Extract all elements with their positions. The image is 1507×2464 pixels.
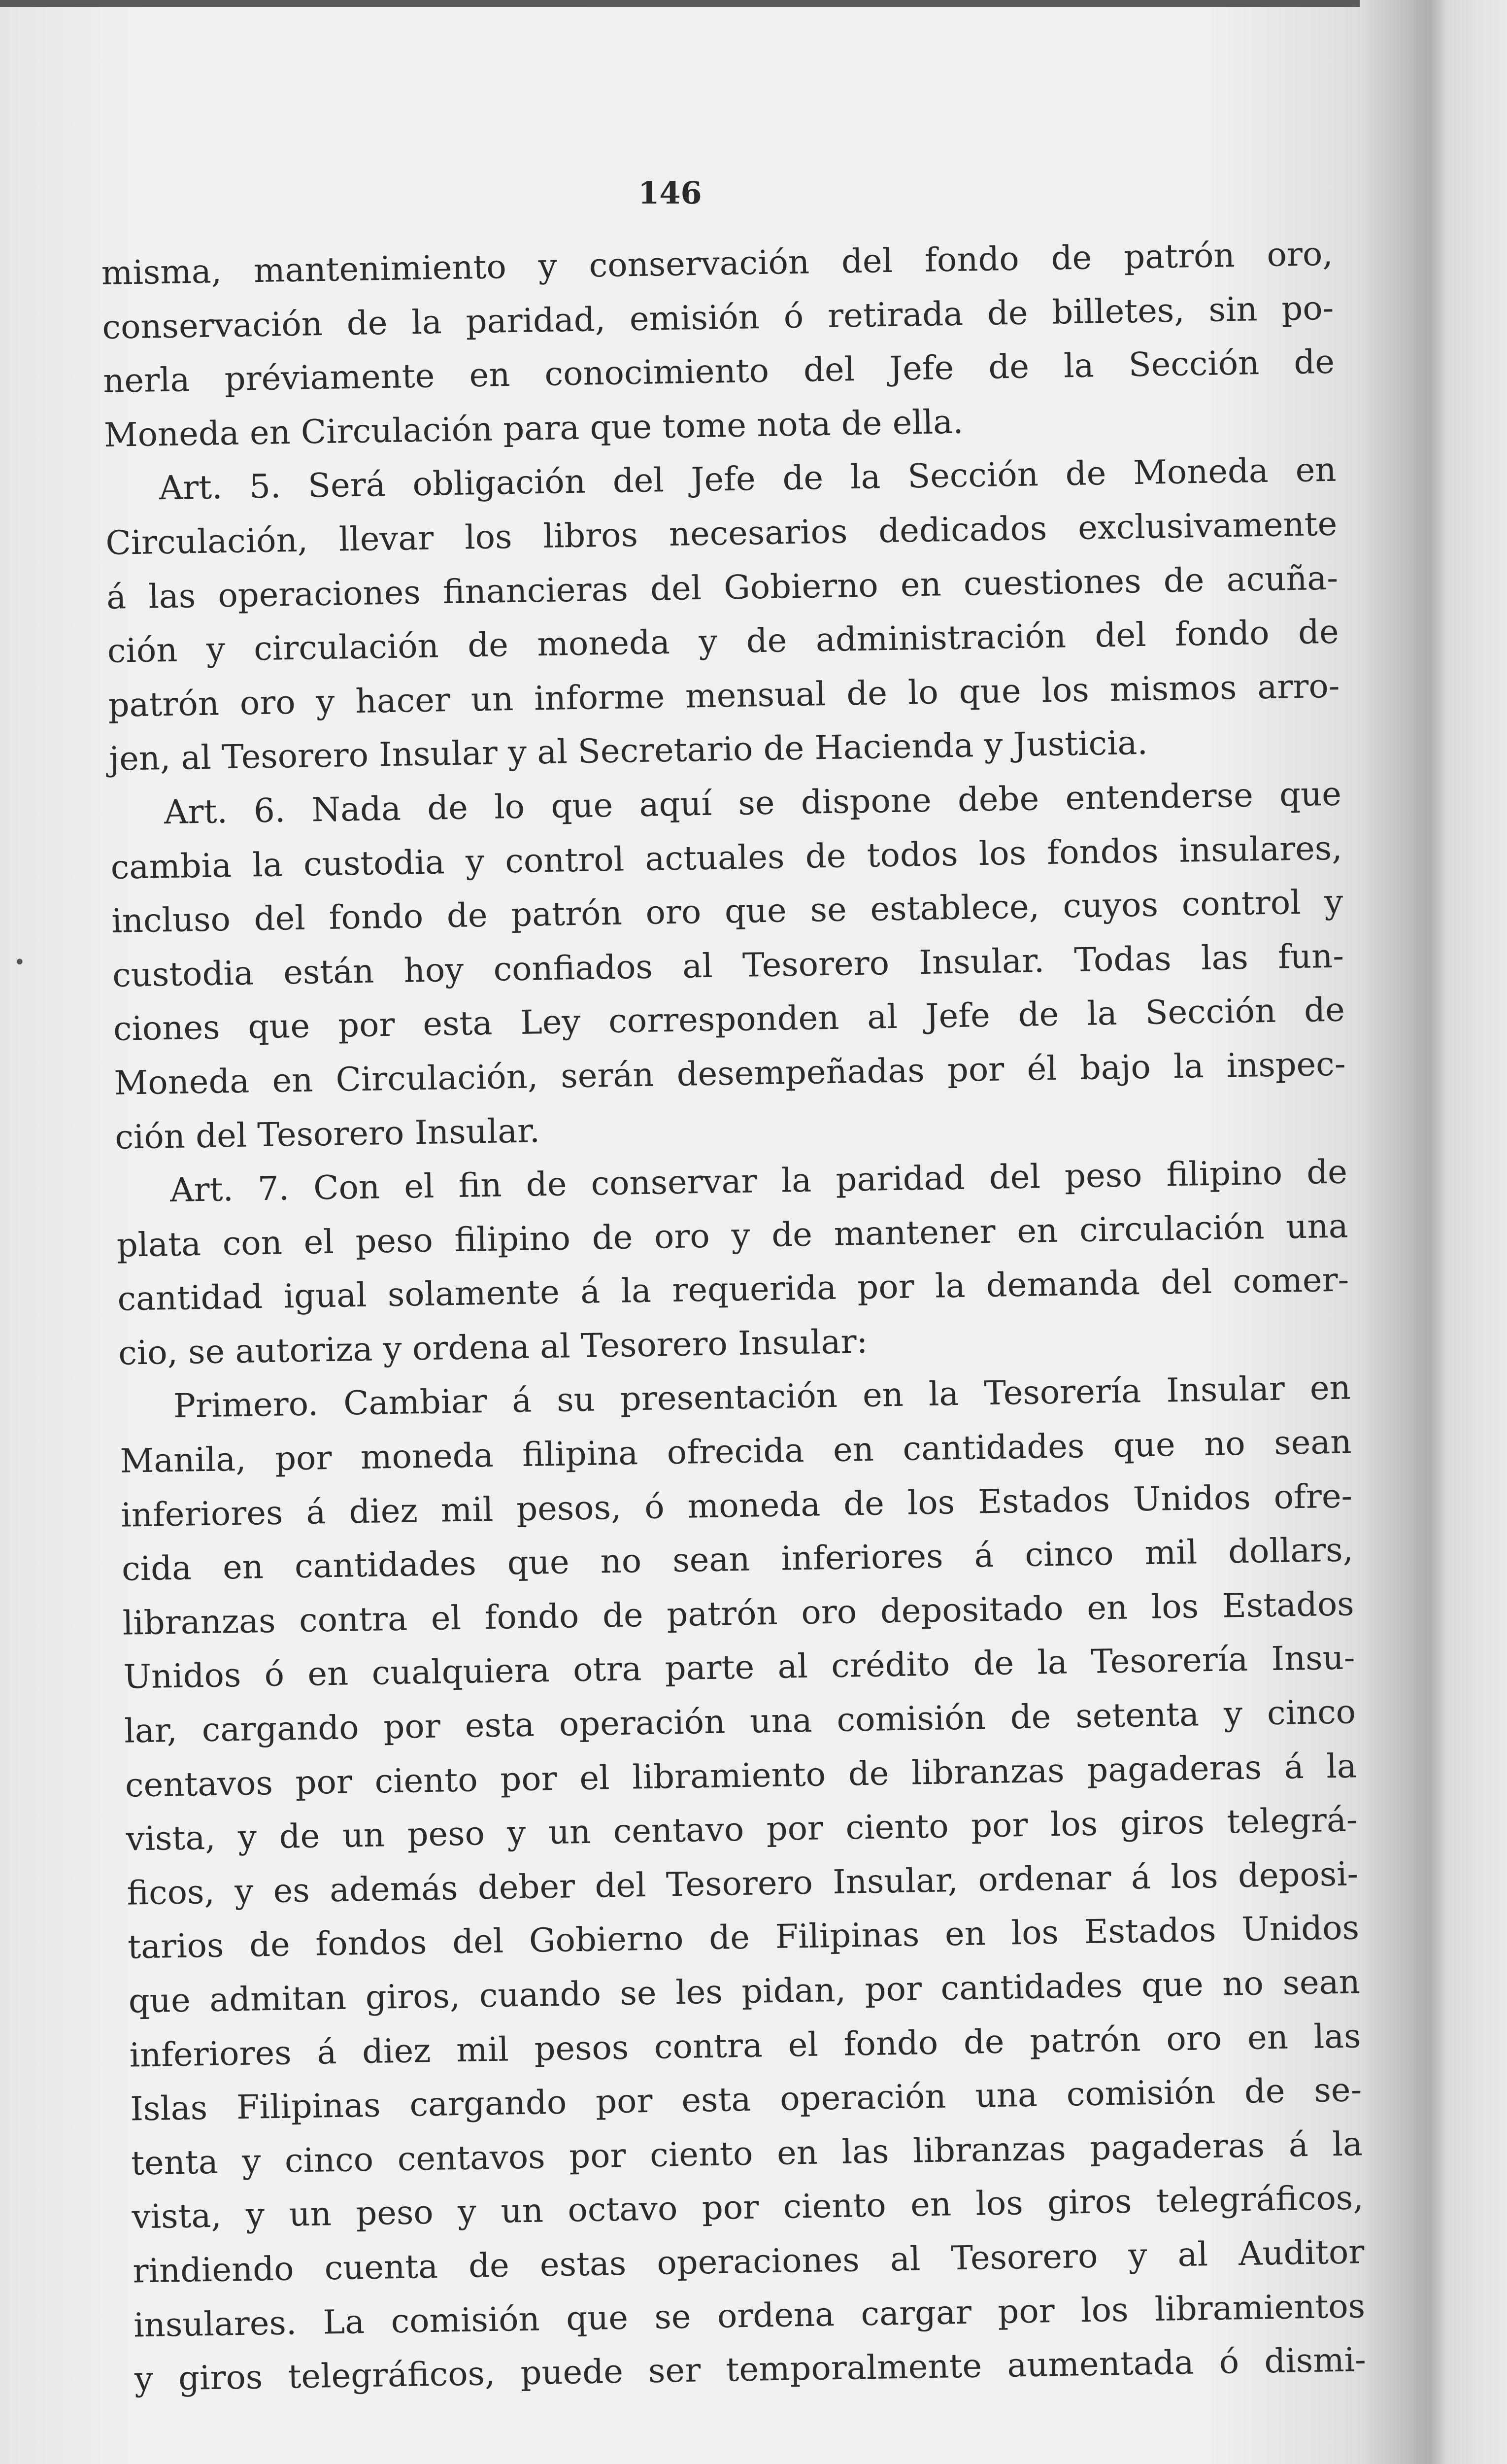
text-line: insulares. La comisión que se ordena cargar por los libramientos bbox=[133, 2286, 1366, 2345]
text-line: jen, al Tesorero Insular y al Secretario de Hacienda y Justicia. bbox=[108, 723, 1148, 779]
text-line: cantidad igual solamente á la requerida por la demanda del comer- bbox=[117, 1260, 1349, 1319]
text-line: vista, y de un peso y un centavo por ciento por los giros telegrá- bbox=[126, 1800, 1358, 1858]
text-line: cida en cantidades que no sean inferiores á cinco mil dollars, bbox=[121, 1530, 1354, 1588]
text-line: inferiores á diez mil pesos contra el fondo de patrón oro en las bbox=[129, 2016, 1361, 2075]
text-line: tenta y cinco centavos por ciento en las libranzas pagaderas á la bbox=[131, 2124, 1363, 2183]
text-line: Primero. Cambiar á su presentación en la Tesorería Insular en bbox=[173, 1368, 1351, 1426]
text-line: Circulación, llevar los libros necesarios dedicados exclusivamente bbox=[105, 504, 1338, 562]
text-line: que admitan giros, cuando se les pidan, por cantidades que no sean bbox=[128, 1962, 1361, 2020]
text-line: plata con el peso filipino de oro y de mantener en circulación una bbox=[116, 1206, 1349, 1265]
text-line: centavos por ciento por el libramiento de libranzas pagaderas á la bbox=[125, 1746, 1357, 1805]
text-line: Art. 7. Con el fin de conservar la paridad del peso filipino de bbox=[169, 1152, 1348, 1210]
body-text bbox=[101, 227, 1367, 2406]
text-line: Art. 5. Será obligación del Jefe de la Sección de Moneda en bbox=[159, 450, 1337, 508]
text-line: y giros telegráficos, puede ser temporalmente aumentada ó dismi- bbox=[134, 2340, 1367, 2398]
page-number: 146 bbox=[638, 175, 702, 211]
text-line: tarios de fondos del Gobierno de Filipinas en los Estados Unidos bbox=[127, 1908, 1360, 1966]
text-line: ción del Tesorero Insular. bbox=[114, 1111, 540, 1157]
text-line: Art. 6. Nada de lo que aquí se dispone debe entenderse que bbox=[164, 774, 1342, 832]
page-spine-shadow bbox=[1413, 0, 1448, 2464]
text-line: vista, y un peso y un octavo por ciento en los giros telegráficos, bbox=[132, 2178, 1364, 2236]
text-line: inferiores á diez mil pesos, ó moneda de los Estados Unidos ofre- bbox=[120, 1476, 1353, 1535]
text-line: libranzas contra el fondo de patrón oro depositado en los Estados bbox=[122, 1584, 1355, 1643]
text-line: cio, se autoriza y ordena al Tesorero Insular: bbox=[118, 1322, 868, 1372]
text-line: ciones que por esta Ley corresponden al Jefe de la Sección de bbox=[113, 990, 1345, 1049]
text-line: lar, cargando por esta operación una comisión de setenta y cinco bbox=[124, 1692, 1356, 1750]
text-line: misma, mantenimiento y conservación del fondo de patrón oro, bbox=[101, 234, 1334, 292]
text-line: nerla préviamente en conocimiento del Jefe de la Sección de bbox=[102, 342, 1335, 401]
text-line: Moneda en Circulación para que tome nota de ella. bbox=[103, 402, 964, 454]
text-line: custodia están hoy confiados al Tesorero Insular. Todas las fun- bbox=[112, 936, 1344, 994]
scan-top-edge bbox=[0, 0, 1360, 7]
text-line: cambia la custodia y control actuales de todos los fondos insulares, bbox=[110, 828, 1343, 887]
text-line: Islas Filipinas cargando por esta operación una comisión de se- bbox=[130, 2070, 1362, 2128]
text-line: ción y circulación de moneda y de administración del fondo de bbox=[107, 612, 1340, 671]
text-line: patrón oro y hacer un informe mensual de lo que los mismos arro- bbox=[108, 666, 1340, 724]
text-line: conservación de la paridad, emisión ó retirada de billetes, sin po- bbox=[101, 288, 1334, 346]
text-line: incluso del fondo de patrón oro que se establece, cuyos control y bbox=[111, 882, 1343, 940]
text-line: rindiendo cuenta de estas operaciones al Tesorero y al Auditor bbox=[132, 2232, 1365, 2291]
margin-dot-mark: • bbox=[14, 951, 26, 974]
text-line: ficos, y es además deber del Tesorero Insular, ordenar á los deposi- bbox=[126, 1854, 1359, 1913]
text-line: Moneda en Circulación, serán desempeñadas por él bajo la inspec- bbox=[114, 1044, 1346, 1102]
text-line: Manila, por moneda filipina ofrecida en cantidades que no sean bbox=[120, 1422, 1352, 1480]
text-line: á las operaciones financieras del Gobierno en cuestiones de acuña- bbox=[106, 558, 1339, 616]
text-line: Unidos ó en cualquiera otra parte al crédito de la Tesorería Insu- bbox=[123, 1638, 1355, 1697]
